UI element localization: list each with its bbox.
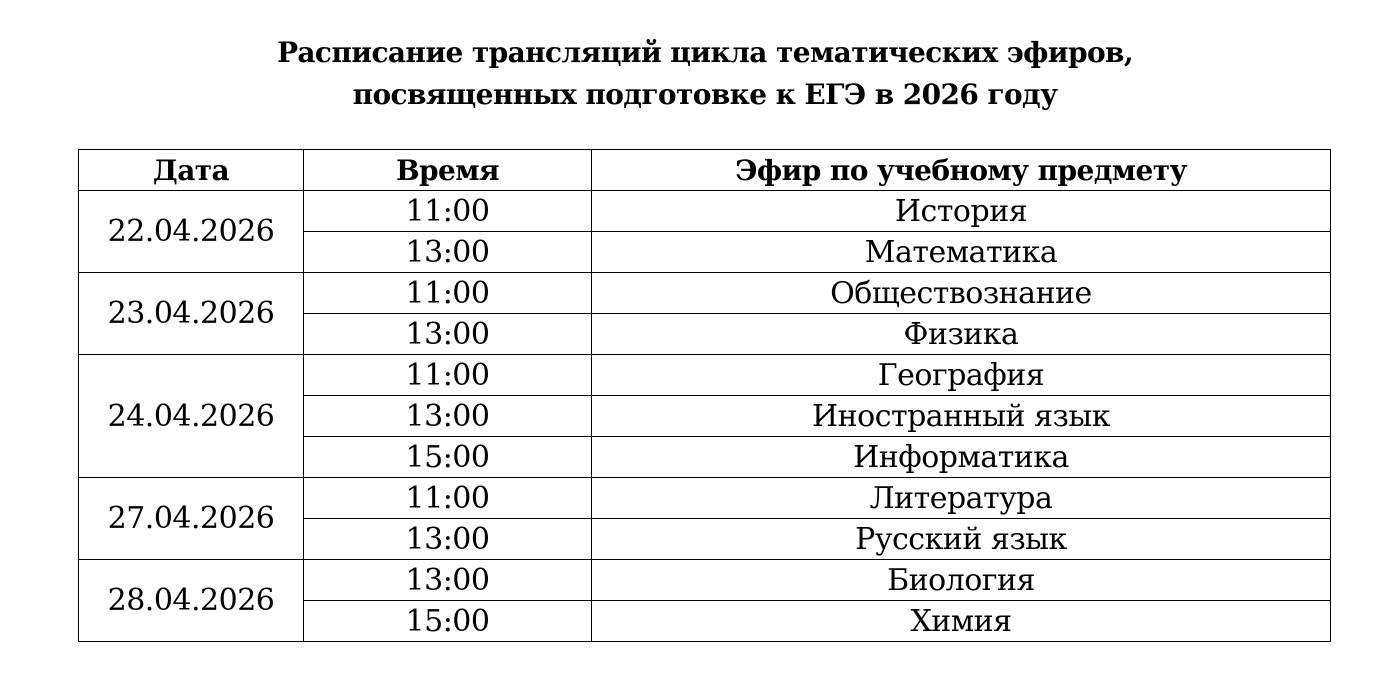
schedule-table xyxy=(78,149,1331,642)
header-date: Дата xyxy=(79,150,304,191)
table-row xyxy=(79,273,1331,314)
date-cell: 23.04.2026 xyxy=(79,273,304,355)
subject-cell: Иностранный язык xyxy=(592,396,1331,437)
page-title xyxy=(0,32,1393,116)
table-row xyxy=(79,478,1331,519)
subject-cell: Математика xyxy=(592,232,1331,273)
title-line-1: Расписание трансляций цикла тематических эфиров, xyxy=(276,36,1134,69)
date-cell: 22.04.2026 xyxy=(79,191,304,273)
time-cell: 13:00 xyxy=(304,232,592,273)
schedule-body xyxy=(79,191,1331,642)
subject-cell: История xyxy=(592,191,1331,232)
date-cell: 28.04.2026 xyxy=(79,560,304,642)
time-cell: 15:00 xyxy=(304,601,592,642)
title-line-2: посвященных подготовке к ЕГЭ в 2026 году xyxy=(352,78,1058,111)
subject-cell: Биология xyxy=(592,560,1331,601)
time-cell: 11:00 xyxy=(304,355,592,396)
time-cell: 15:00 xyxy=(304,437,592,478)
subject-cell: Информатика xyxy=(592,437,1331,478)
subject-cell: География xyxy=(592,355,1331,396)
header-time: Время xyxy=(304,150,592,191)
time-cell: 11:00 xyxy=(304,191,592,232)
subject-cell: Химия xyxy=(592,601,1331,642)
subject-cell: Литература xyxy=(592,478,1331,519)
time-cell: 13:00 xyxy=(304,314,592,355)
time-cell: 11:00 xyxy=(304,273,592,314)
time-cell: 13:00 xyxy=(304,396,592,437)
date-cell: 27.04.2026 xyxy=(79,478,304,560)
table-row xyxy=(79,355,1331,396)
subject-cell: Физика xyxy=(592,314,1331,355)
table-header-row xyxy=(79,150,1331,191)
subject-cell: Русский язык xyxy=(592,519,1331,560)
time-cell: 13:00 xyxy=(304,519,592,560)
time-cell: 11:00 xyxy=(304,478,592,519)
subject-cell: Обществознание xyxy=(592,273,1331,314)
time-cell: 13:00 xyxy=(304,560,592,601)
header-subject: Эфир по учебному предмету xyxy=(592,150,1331,191)
date-cell: 24.04.2026 xyxy=(79,355,304,478)
table-row xyxy=(79,191,1331,232)
table-row xyxy=(79,560,1331,601)
